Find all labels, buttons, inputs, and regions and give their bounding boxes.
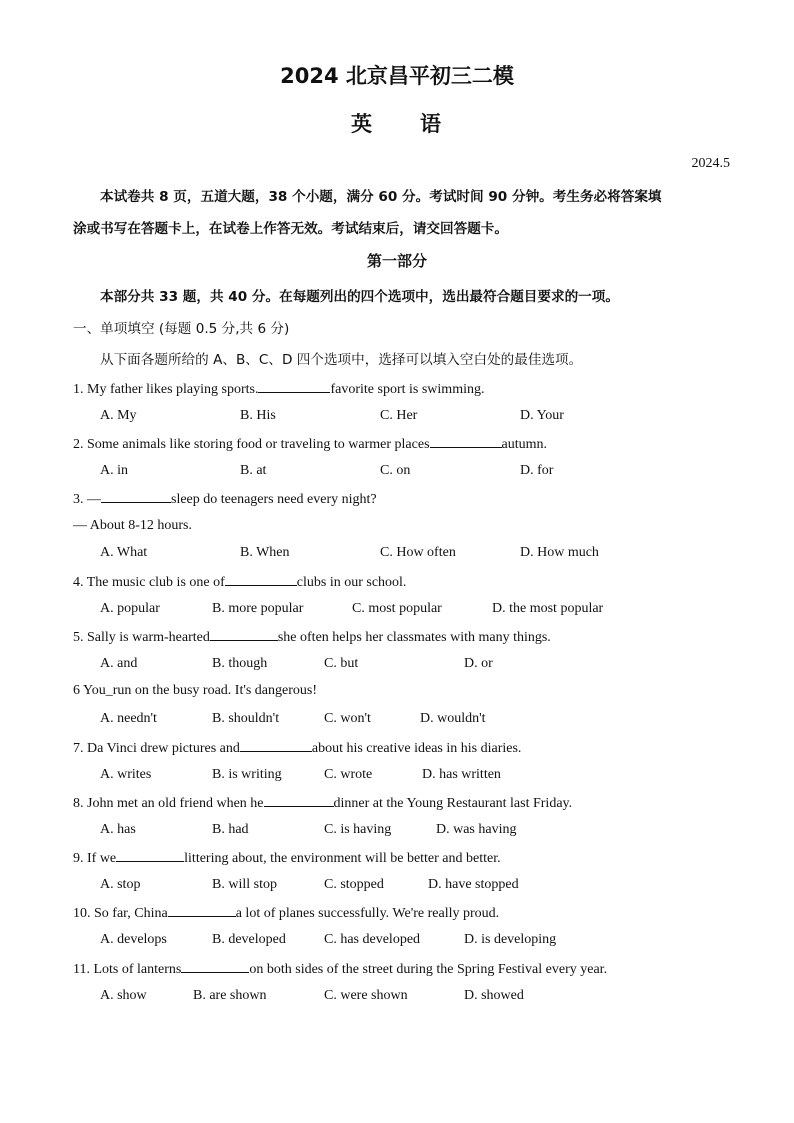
answer-blank	[181, 960, 249, 973]
answer-option: A. show	[100, 988, 147, 1003]
question-text: 3. —	[73, 492, 101, 507]
question-text: 1. My father likes playing sports.	[73, 382, 259, 397]
answer-option: A. in	[100, 463, 128, 478]
question-stem	[73, 849, 501, 867]
question-stem	[73, 573, 406, 591]
part-title: 一、单项填空 (每题 0.5 分,共 6 分)	[73, 321, 290, 337]
exam-date: 2024.5	[691, 156, 730, 171]
question-stem	[73, 739, 521, 757]
answer-option: A. popular	[100, 601, 160, 616]
question-text-after-blank: she often helps her classmates with many things.	[277, 630, 551, 645]
question-stem	[73, 435, 547, 453]
answer-blank	[264, 794, 334, 807]
question-text: 4. The music club is one of	[73, 575, 225, 590]
answer-blank	[168, 904, 236, 917]
answer-option: D. Your	[520, 408, 564, 423]
answer-option: C. wrote	[324, 767, 373, 782]
answer-blank	[210, 628, 278, 641]
subject-title	[0, 108, 794, 138]
subject-char-right: 语	[420, 112, 443, 136]
answer-option: B. shouldn't	[212, 711, 280, 726]
answer-blank	[116, 849, 184, 862]
question-text: 11. Lots of lanterns	[73, 962, 182, 977]
question-text: 6 You_run on the busy road. It's dangerous!	[73, 683, 318, 698]
question-text-after-blank: sleep do teenagers need every night?	[171, 492, 377, 507]
section-note: 本部分共 33 题，共 40 分。在每题列出的四个选项中，选出最符合题目要求的一项。	[100, 289, 619, 305]
intro-line-1: 本试卷共 8 页，五道大题，38 个小题，满分 60 分。考试时间 90 分钟。考生务必将答案填	[100, 189, 662, 205]
answer-option: D. showed	[464, 988, 524, 1003]
answer-option: C. How often	[380, 545, 456, 560]
section-title: 第一部分	[366, 252, 427, 270]
question-text-after-blank: clubs in our school.	[296, 575, 407, 590]
answer-option: C. is having	[324, 822, 392, 837]
answer-option: B. though	[212, 656, 268, 671]
question-text: 10. So far, China	[73, 906, 168, 921]
answer-option: D. has written	[422, 767, 501, 782]
intro-line-2: 涂或书写在答题卡上，在试卷上作答无效。考试结束后，请交回答题卡。	[73, 221, 508, 237]
answer-blank	[240, 739, 312, 752]
subject-char-left: 英	[351, 112, 374, 136]
answer-option: A. My	[100, 408, 137, 423]
question-text: 2. Some animals like storing food or traveling to warmer places	[73, 437, 430, 452]
answer-option: C. on	[380, 463, 411, 478]
answer-option: D. How much	[520, 545, 599, 560]
question-text: 8. John met an old friend when he	[73, 796, 264, 811]
question-stem	[73, 794, 572, 812]
question-dialog-line: — About 8-12 hours.	[73, 518, 192, 533]
answer-blank	[258, 380, 330, 393]
answer-option: D. for	[520, 463, 554, 478]
question-text-after-blank: a lot of planes successfully. We're really proud.	[235, 906, 500, 921]
question-text: 7. Da Vinci drew pictures and	[73, 741, 240, 756]
answer-option: B. at	[240, 463, 267, 478]
question-stem	[73, 490, 377, 508]
answer-option: C. has developed	[324, 932, 421, 947]
answer-option: C. most popular	[352, 601, 442, 616]
answer-option: C. were shown	[324, 988, 408, 1003]
answer-option: A. stop	[100, 877, 141, 892]
question-text-after-blank: littering about, the environment will be better and better.	[184, 851, 501, 866]
answer-option: D. or	[464, 656, 493, 671]
answer-option: A. What	[100, 545, 148, 560]
answer-option: A. develops	[100, 932, 167, 947]
answer-option: B. When	[240, 545, 290, 560]
answer-option: D. the most popular	[492, 601, 604, 616]
answer-option: C. Her	[380, 408, 418, 423]
answer-option: B. had	[212, 822, 249, 837]
answer-option: D. wouldn't	[420, 711, 486, 726]
part-instruction: 从下面各题所给的 A、B、C、D 四个选项中，选择可以填入空白处的最佳选项。	[100, 352, 583, 368]
question-text: 5. Sally is warm-hearted	[73, 630, 210, 645]
question-text-after-blank: dinner at the Young Restaurant last Friday.	[333, 796, 573, 811]
answer-option: A. writes	[100, 767, 152, 782]
answer-option: A. needn't	[100, 711, 157, 726]
exam-title: 2024 北京昌平初三二模	[280, 64, 514, 88]
question-stem	[73, 683, 317, 699]
question-text-after-blank: autumn.	[501, 437, 548, 452]
answer-option: B. more popular	[212, 601, 304, 616]
question-stem	[73, 904, 499, 922]
answer-option: B. His	[240, 408, 276, 423]
answer-option: C. won't	[324, 711, 371, 726]
answer-blank	[430, 435, 502, 448]
answer-option: B. developed	[212, 932, 286, 947]
answer-option: B. will stop	[212, 877, 277, 892]
answer-option: C. but	[324, 656, 359, 671]
answer-option: D. was having	[436, 822, 517, 837]
answer-blank	[225, 573, 297, 586]
answer-option: A. and	[100, 656, 138, 671]
question-text-after-blank: about his creative ideas in his diaries.	[311, 741, 522, 756]
answer-option: A. has	[100, 822, 136, 837]
question-text-after-blank: on both sides of the street during the Spring Festival every year.	[249, 962, 608, 977]
question-text: 9. If we	[73, 851, 117, 866]
answer-option: B. are shown	[193, 988, 267, 1003]
question-stem	[73, 960, 607, 978]
answer-option: B. is writing	[212, 767, 282, 782]
answer-option: D. is developing	[464, 932, 557, 947]
answer-blank	[101, 490, 171, 503]
question-text-after-blank: favorite sport is swimming.	[330, 382, 485, 397]
answer-option: D. have stopped	[428, 877, 519, 892]
question-stem	[73, 628, 551, 646]
question-stem	[73, 380, 484, 398]
answer-option: C. stopped	[324, 877, 384, 892]
